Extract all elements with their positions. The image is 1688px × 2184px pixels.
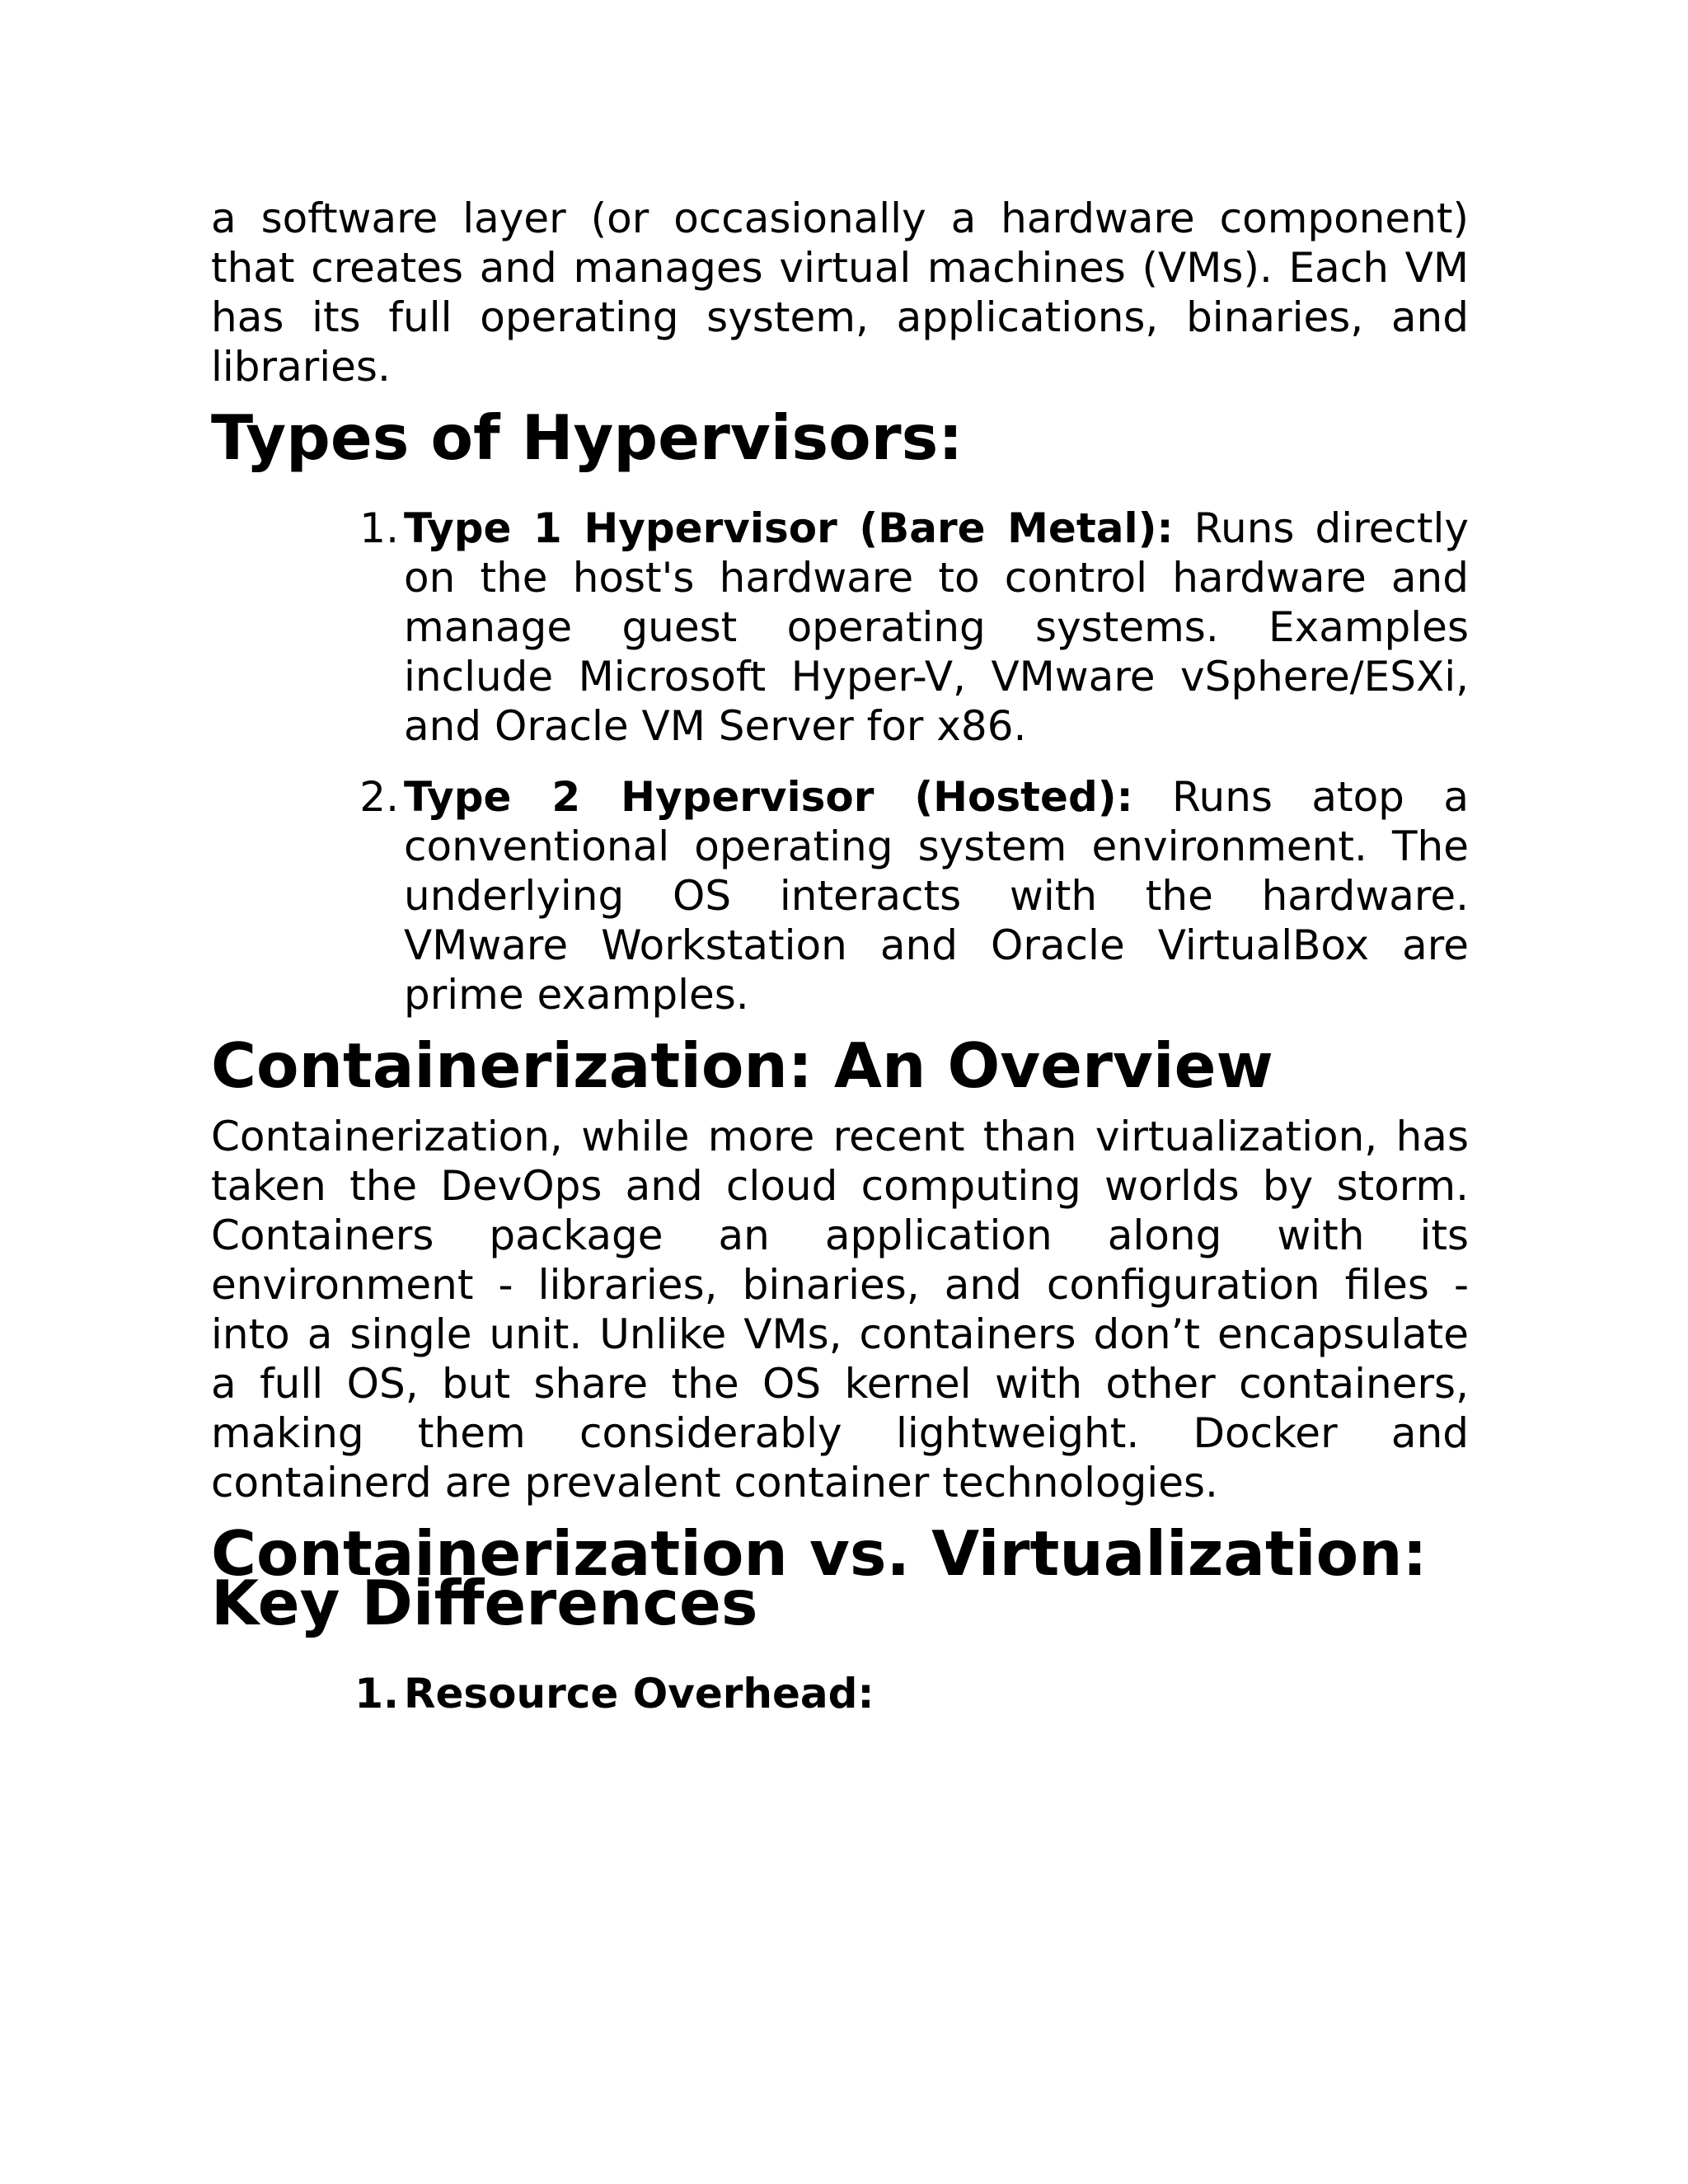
list-item-title: Resource Overhead: [404,1670,874,1718]
intro-paragraph: a software layer (or occasionally a hardware component) that creates and manages virtual machines (VMs). Each VM has its full operating system, applications, binaries, and libraries. [211,194,1469,391]
list-item-text: Runs atop a conventional operating system environment. The underlying OS interacts with the hardware. VMware Workstation and Oracle VirtualBox are prime examples. [404,773,1469,1019]
hypervisor-types-list [211,504,1469,1019]
list-item-resource-overhead [354,1669,1469,1718]
list-item-title: Type 1 Hypervisor (Bare Metal): [404,504,1174,552]
list-item-title: Type 2 Hypervisor (Hosted): [404,773,1133,821]
overview-heading: Containerization: An Overview [211,1029,1273,1102]
differences-list [211,1669,1469,1718]
differences-heading: Containerization vs. Virtualization: Key Differences [211,1517,1428,1639]
document-page [211,194,1469,1718]
types-heading: Types of Hypervisors: [211,401,964,474]
list-item-text: Runs directly on the host's hardware to control hardware and manage guest operating systems. Examples include Microsoft Hyper-V, VMware vSphere/ESXi, and Oracle VM Server for x86. [404,504,1469,750]
list-item-type-2 [359,772,1469,1019]
list-number: 1. [359,504,399,552]
list-number: 1. [354,1670,399,1718]
list-item-type-1 [359,504,1469,751]
overview-paragraph: Containerization, while more recent than virtualization, has taken the DevOps and cloud computing worlds by storm. Containers package an application along with its environment - libraries, binaries, and configuration files - into a single unit. Unlike VMs, containers don’t encapsulate a full OS, but share the OS kernel with other containers, making them considerably lightweight. Docker and containerd are prevalent container technologies. [211,1113,1469,1507]
list-number: 2. [359,773,399,821]
